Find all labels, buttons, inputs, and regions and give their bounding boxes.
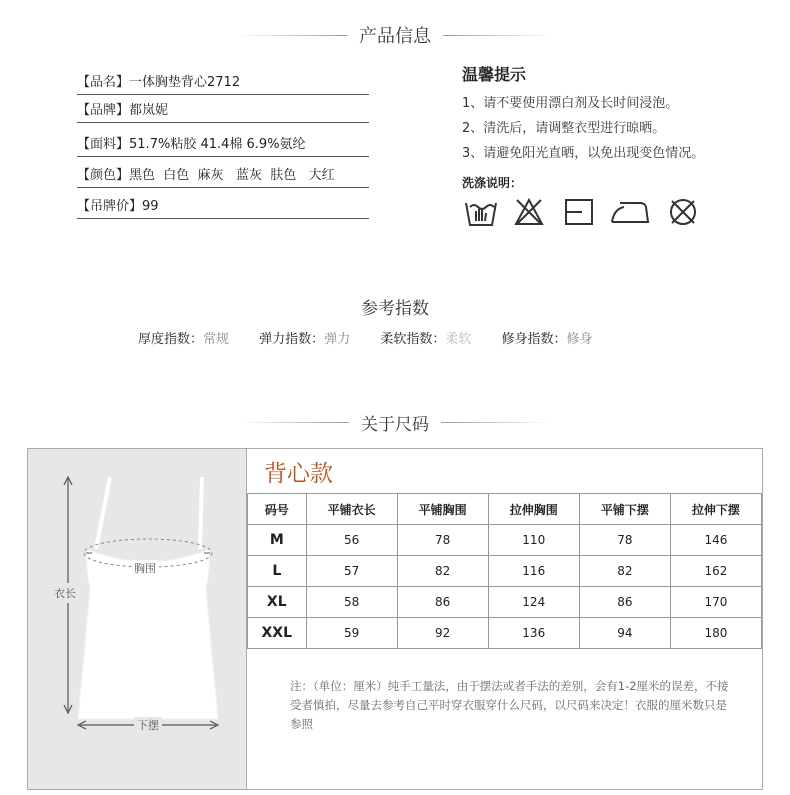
no-tumble-dry-icon	[668, 197, 698, 227]
product-info-title: 产品信息	[359, 26, 431, 47]
product-info-heading	[0, 22, 790, 48]
index-label: 柔软指数：	[380, 332, 446, 347]
info-value: 一体胸垫背心2712	[129, 75, 241, 90]
hem-label: 下摆	[134, 717, 162, 733]
info-value: 都岚妮	[129, 103, 169, 118]
care-item: 3、请避免阳光直晒，以免出现变色情况。	[462, 146, 705, 161]
size-table	[247, 493, 762, 649]
table-cell: 56	[306, 525, 397, 556]
index-value: 常规	[203, 332, 230, 347]
no-bleach-icon	[514, 197, 544, 227]
info-value: 黑色 白色 麻灰 蓝灰 肤色 大红	[129, 168, 335, 183]
column-header: 平铺胸围	[397, 494, 488, 525]
table-cell: 59	[306, 618, 397, 649]
dry-flat-icon	[564, 197, 594, 227]
table-cell: 124	[488, 587, 579, 618]
size-chart-box	[27, 448, 763, 790]
reference-heading	[0, 294, 790, 319]
info-row-price	[77, 196, 369, 219]
index-label: 弹力指数：	[259, 332, 325, 347]
garment-figure	[28, 449, 247, 789]
table-header-row	[248, 494, 762, 525]
table-row	[248, 587, 762, 618]
divider	[239, 422, 349, 423]
table-cell: 78	[579, 525, 670, 556]
info-label: 【面料】	[77, 137, 130, 152]
divider	[443, 35, 553, 36]
care-title: 温馨提示	[462, 65, 527, 84]
table-cell: 57	[306, 556, 397, 587]
table-cell: 92	[397, 618, 488, 649]
divider	[441, 422, 551, 423]
index-label: 厚度指数：	[138, 332, 204, 347]
care-item: 2、清洗后，请调整衣型进行晾晒。	[462, 121, 666, 136]
size-code: M	[248, 525, 307, 556]
camisole-diagram	[28, 449, 246, 789]
info-row-fabric	[77, 134, 369, 157]
table-cell: 58	[306, 587, 397, 618]
info-label: 【吊牌价】	[77, 199, 143, 214]
size-code: XXL	[248, 618, 307, 649]
table-cell: 82	[397, 556, 488, 587]
size-code: L	[248, 556, 307, 587]
table-cell: 82	[579, 556, 670, 587]
reference-title: 参考指数	[361, 299, 429, 319]
size-title: 关于尺码	[361, 415, 429, 435]
info-row-brand	[77, 100, 369, 123]
care-item: 1、请不要使用漂白剂及长时间浸泡。	[462, 96, 679, 111]
care-tips	[462, 62, 782, 191]
info-label: 【颜色】	[77, 168, 130, 183]
info-value: 51.7%粘胶 41.4棉 6.9%氨纶	[129, 137, 306, 152]
table-cell: 180	[670, 618, 761, 649]
size-heading	[0, 410, 790, 435]
info-label: 【品名】	[77, 75, 130, 90]
index-value: 柔软	[445, 332, 472, 347]
low-iron-icon	[610, 197, 650, 227]
index-value: 修身	[566, 332, 593, 347]
table-cell: 136	[488, 618, 579, 649]
info-label: 【品牌】	[77, 103, 130, 118]
column-header: 拉伸胸围	[488, 494, 579, 525]
column-header: 拉伸下摆	[670, 494, 761, 525]
style-title: 背心款	[264, 461, 333, 487]
size-code: XL	[248, 587, 307, 618]
indices-row	[138, 328, 619, 347]
wash-label: 洗涤说明：	[462, 176, 523, 190]
table-cell: 162	[670, 556, 761, 587]
table-row	[248, 525, 762, 556]
info-row-color	[77, 165, 369, 188]
table-cell: 86	[579, 587, 670, 618]
chest-label: 胸围	[134, 562, 156, 575]
length-label: 衣长	[54, 583, 76, 603]
measurement-note: 注：（单位：厘米）纯手工量法，由于摆法或者手法的差别，会有1-2厘米的误差，不接受者慎拍，尽量去参考自己平时穿衣服穿什么尺码，以尺码来决定！衣服的厘米数只是参照	[290, 679, 729, 731]
table-cell: 146	[670, 525, 761, 556]
info-row-name	[77, 72, 369, 95]
table-row	[248, 618, 762, 649]
divider	[237, 35, 347, 36]
hand-wash-icon	[464, 197, 498, 229]
info-value: 99	[142, 199, 159, 214]
table-cell: 86	[397, 587, 488, 618]
table-cell: 116	[488, 556, 579, 587]
column-header: 码号	[248, 494, 307, 525]
table-cell: 110	[488, 525, 579, 556]
table-cell: 78	[397, 525, 488, 556]
table-cell: 170	[670, 587, 761, 618]
index-label: 修身指数：	[501, 332, 567, 347]
table-cell: 94	[579, 618, 670, 649]
column-header: 平铺下摆	[579, 494, 670, 525]
column-header: 平铺衣长	[306, 494, 397, 525]
table-row	[248, 556, 762, 587]
index-value: 弹力	[324, 332, 351, 347]
